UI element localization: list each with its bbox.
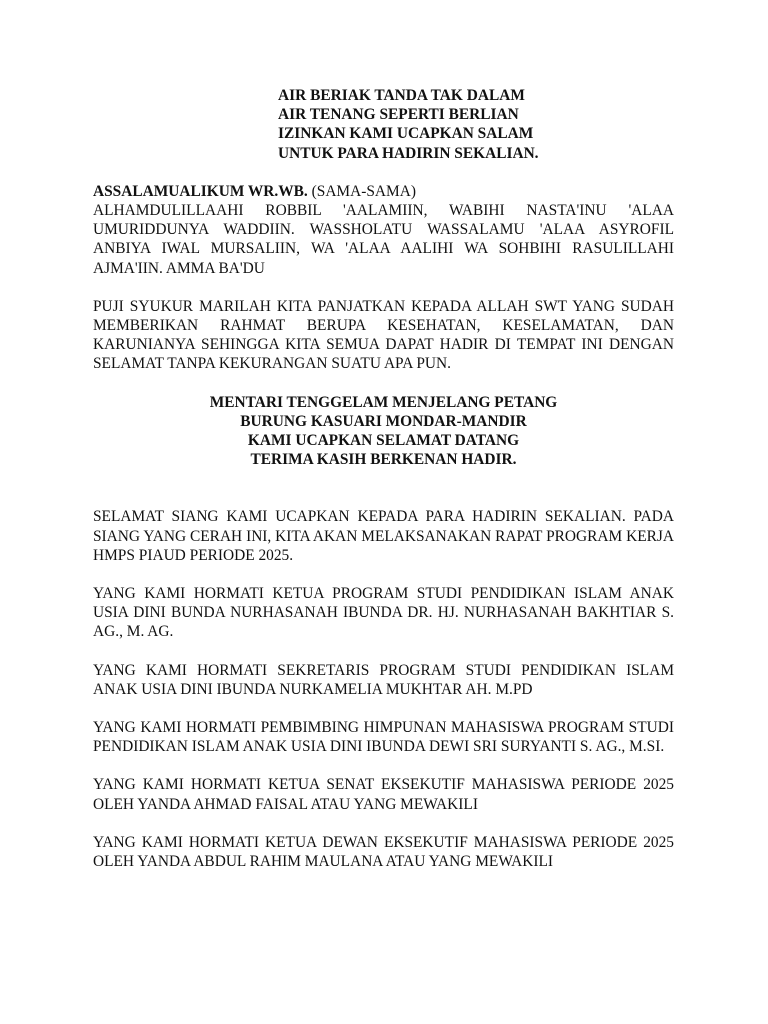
salam-greeting: ASSALAMUALIKUM WR.WB. [93,182,308,200]
honorific-paragraph: YANG KAMI HORMATI KETUA PROGRAM STUDI PENDIDIKAN ISLAM ANAK USIA DINI BUNDA NURHASANAH IBUNDA DR. HJ. NURHASANAH BAKHTIAR S. AG., M. AG. [93,585,674,641]
welcome-pantun [93,393,674,470]
pantun-line: MENTARI TENGGELAM MENJELANG PETANG [209,393,558,411]
opening-pantun [278,86,674,163]
pantun-line: BURUNG KASUARI MONDAR-MANDIR [240,412,527,430]
honorific-paragraph: YANG KAMI HORMATI SEKRETARIS PROGRAM STUDI PENDIDIKAN ISLAM ANAK USIA DINI IBUNDA NURKAMELIA MUKHTAR AH. M.PD [93,661,674,698]
salam-response: (SAMA-SAMA) [307,182,416,200]
pantun-line: AIR BERIAK TANDA TAK DALAM [278,87,525,104]
pantun-line: KAMI UCAPKAN SELAMAT DATANG [247,432,520,450]
honorific-paragraph: YANG KAMI HORMATI KETUA SENAT EKSEKUTIF MAHASISWA PERIODE 2025 OLEH YANDA AHMAD FAISAL ATAU YANG MEWAKILI [93,776,674,813]
syukur-paragraph: PUJI SYUKUR MARILAH KITA PANJATKAN KEPADA ALLAH SWT YANG SUDAH MEMBERIKAN RAHMAT BERUPA KESEHATAN, KESELAMATAN, DAN KARUNIANYA SEHINGGA KITA SEMUA DAPAT HADIR DI TEMPAT INI DENGAN SELAMAT TANPA KEKURANGAN SUATU APA PUN. [93,297,674,373]
pantun-line: UNTUK PARA HADIRIN SEKALIAN. [278,144,539,162]
honorific-paragraph: YANG KAMI HORMATI PEMBIMBING HIMPUNAN MAHASISWA PROGRAM STUDI PENDIDIKAN ISLAM ANAK USIA DINI IBUNDA DEWI SRI SURYANTI S. AG., M.SI. [93,719,674,756]
salam-body: ALHAMDULILLAAHI ROBBIL 'AALAMIIN, WABIHI NASTA'INU 'ALAA UMURIDDUNYA WADDIIN. WASSHOLATU WASSALAMU 'ALAA ASYROFIL ANBIYA IWAL MURSALIIN, WA 'ALAA AALIHI WA SOHBIHI RASULILLAHI AJMA'IIN. AMMA BA'DU [93,202,674,277]
opening-paragraph: SELAMAT SIANG KAMI UCAPKAN KEPADA PARA HADIRIN SEKALIAN. PADA SIANG YANG CERAH INI, KITA AKAN MELAKSANAKAN RAPAT PROGRAM KERJA HMPS PIAUD PERIODE 2025. [93,508,674,564]
salam-line [93,182,674,201]
document-page [93,86,674,871]
pantun-line: IZINKAN KAMI UCAPKAN SALAM [278,125,534,143]
honorific-paragraph: YANG KAMI HORMATI KETUA DEWAN EKSEKUTIF MAHASISWA PERIODE 2025 OLEH YANDA ABDUL RAHIM MAULANA ATAU YANG MEWAKILI [93,833,674,871]
pantun-line: AIR TENANG SEPERTI BERLIAN [278,106,519,124]
pantun-line: TERIMA KASIH BERKENAN HADIR. [250,451,517,469]
salam-block [93,182,674,278]
